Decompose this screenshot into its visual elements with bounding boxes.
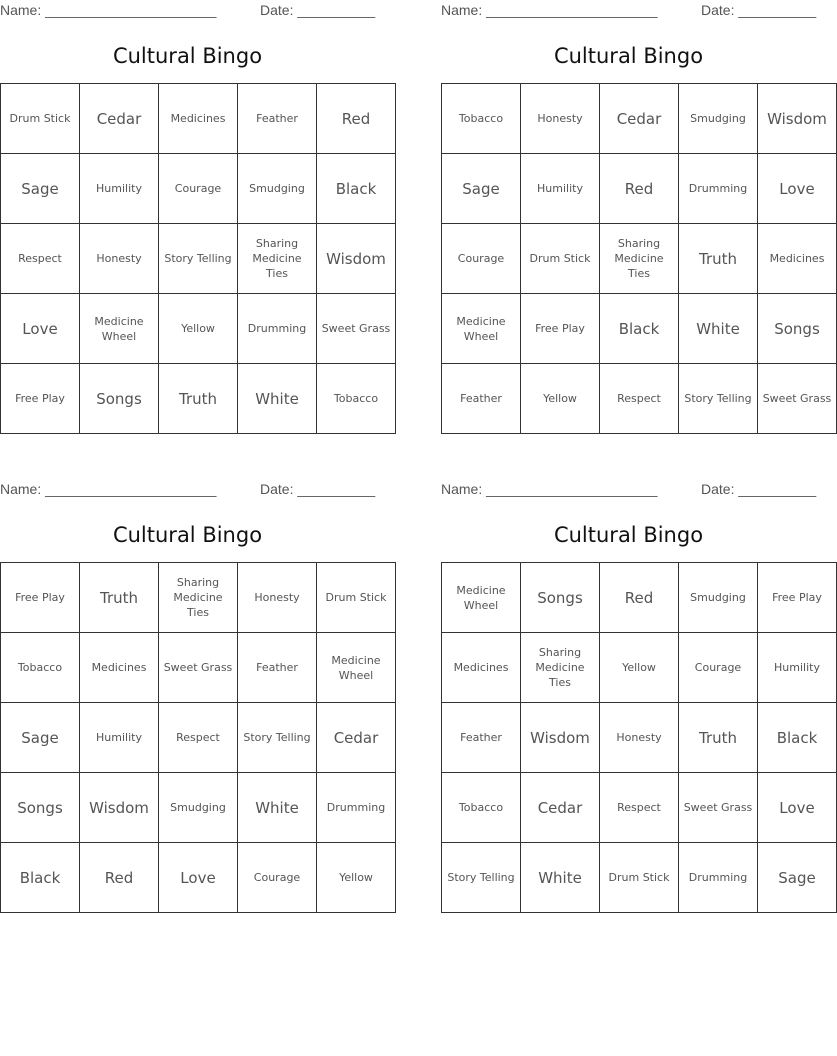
bingo-cell: Free Play (758, 563, 837, 633)
bingo-cell: Respect (600, 364, 679, 434)
bingo-cell: Story Telling (679, 364, 758, 434)
bingo-cell: Respect (1, 224, 80, 294)
bingo-cell: Medicine Wheel (442, 563, 521, 633)
bingo-cell: Drumming (679, 843, 758, 913)
bingo-row (1, 703, 396, 773)
bingo-cell: Tobacco (1, 633, 80, 703)
bingo-cell: Love (758, 773, 837, 843)
bingo-cell: Humility (521, 154, 600, 224)
bingo-cell: Medicines (159, 84, 238, 154)
bingo-cell: Sweet Grass (758, 364, 837, 434)
bingo-cell: Drum Stick (521, 224, 600, 294)
bingo-cell: Courage (679, 633, 758, 703)
name-date-row (441, 479, 816, 501)
name-label: Name: ______________________ (0, 481, 217, 497)
date-label: Date: __________ (260, 2, 376, 18)
bingo-cell: Cedar (600, 84, 679, 154)
bingo-cell: Songs (758, 294, 837, 364)
bingo-card (441, 479, 822, 887)
bingo-cell: Smudging (679, 84, 758, 154)
bingo-row (442, 154, 837, 224)
bingo-cell: Sweet Grass (679, 773, 758, 843)
bingo-cell: Truth (679, 224, 758, 294)
bingo-card (0, 0, 391, 408)
bingo-row (1, 563, 396, 633)
bingo-cell: Respect (600, 773, 679, 843)
bingo-cell: Humility (80, 703, 159, 773)
bingo-cell: Medicines (758, 224, 837, 294)
bingo-cell: Story Telling (159, 224, 238, 294)
bingo-cell: Smudging (238, 154, 317, 224)
bingo-card (441, 0, 832, 405)
bingo-row (442, 843, 837, 913)
bingo-row (442, 703, 837, 773)
bingo-cell: Red (80, 843, 159, 913)
bingo-cell: Sharing Medicine Ties (521, 633, 600, 703)
bingo-grid (0, 562, 396, 913)
bingo-cell: Feather (238, 633, 317, 703)
bingo-cell: Yellow (521, 364, 600, 434)
bingo-cell: Sage (1, 703, 80, 773)
bingo-cell: Story Telling (238, 703, 317, 773)
bingo-cell: Cedar (521, 773, 600, 843)
bingo-cell: Songs (521, 563, 600, 633)
bingo-cell: Courage (442, 224, 521, 294)
bingo-cell: Free Play (1, 563, 80, 633)
name-label: Name: ______________________ (0, 2, 217, 18)
bingo-cell: Truth (679, 703, 758, 773)
card-title: Cultural Bingo (112, 44, 263, 68)
bingo-cell: Feather (442, 364, 521, 434)
bingo-cell: Story Telling (442, 843, 521, 913)
bingo-cell: Tobacco (442, 84, 521, 154)
name-date-row (0, 0, 375, 22)
name-label: Name: ______________________ (441, 2, 658, 18)
bingo-row (1, 154, 396, 224)
bingo-cell: Free Play (1, 364, 80, 434)
bingo-row (442, 563, 837, 633)
bingo-cell: White (238, 773, 317, 843)
bingo-cell: Respect (159, 703, 238, 773)
bingo-cell: Songs (80, 364, 159, 434)
bingo-cell: Smudging (159, 773, 238, 843)
bingo-row (442, 633, 837, 703)
bingo-cell: Wisdom (521, 703, 600, 773)
bingo-cell: Humility (758, 633, 837, 703)
bingo-cell: Love (758, 154, 837, 224)
bingo-row (442, 773, 837, 843)
date-label: Date: __________ (701, 481, 817, 497)
bingo-cell: Tobacco (317, 364, 396, 434)
bingo-cell: Drum Stick (1, 84, 80, 154)
bingo-row (1, 843, 396, 913)
bingo-card (0, 479, 387, 887)
date-label: Date: __________ (260, 481, 376, 497)
bingo-cell: Black (758, 703, 837, 773)
bingo-cell: Love (1, 294, 80, 364)
bingo-cell: Red (317, 84, 396, 154)
bingo-grid (441, 562, 837, 913)
bingo-cell: Drumming (238, 294, 317, 364)
bingo-cell: Medicine Wheel (80, 294, 159, 364)
name-date-row (0, 479, 375, 501)
bingo-cell: Yellow (317, 843, 396, 913)
bingo-cell: Yellow (600, 633, 679, 703)
bingo-cell: Honesty (521, 84, 600, 154)
bingo-cell: Black (600, 294, 679, 364)
bingo-cell: Sage (442, 154, 521, 224)
bingo-row (1, 294, 396, 364)
bingo-cell: White (521, 843, 600, 913)
bingo-cell: Medicines (80, 633, 159, 703)
bingo-grid (0, 83, 396, 434)
bingo-cell: Drum Stick (600, 843, 679, 913)
bingo-cell: Smudging (679, 563, 758, 633)
bingo-cell: Courage (238, 843, 317, 913)
bingo-cell: Wisdom (80, 773, 159, 843)
bingo-cell: Medicines (442, 633, 521, 703)
bingo-cell: Sharing Medicine Ties (238, 224, 317, 294)
date-label: Date: __________ (701, 2, 817, 18)
bingo-cell: Feather (238, 84, 317, 154)
bingo-row (442, 84, 837, 154)
card-title: Cultural Bingo (553, 523, 704, 547)
bingo-cell: Drumming (679, 154, 758, 224)
bingo-cell: Truth (159, 364, 238, 434)
bingo-cell: Love (159, 843, 238, 913)
bingo-cell: Feather (442, 703, 521, 773)
bingo-cell: Black (317, 154, 396, 224)
bingo-cell: Free Play (521, 294, 600, 364)
bingo-row (1, 364, 396, 434)
bingo-cell: White (238, 364, 317, 434)
bingo-cell: Black (1, 843, 80, 913)
bingo-cell: Honesty (238, 563, 317, 633)
name-date-row (441, 0, 816, 22)
bingo-row (442, 364, 837, 434)
bingo-cell: Honesty (80, 224, 159, 294)
bingo-cell: Sharing Medicine Ties (159, 563, 238, 633)
bingo-cell: Cedar (317, 703, 396, 773)
bingo-cell: Cedar (80, 84, 159, 154)
bingo-cell: Sage (1, 154, 80, 224)
bingo-row (442, 224, 837, 294)
bingo-cell: Yellow (159, 294, 238, 364)
bingo-cell: Honesty (600, 703, 679, 773)
bingo-cell: Medicine Wheel (442, 294, 521, 364)
bingo-row (1, 633, 396, 703)
bingo-cell: Drum Stick (317, 563, 396, 633)
bingo-grid (441, 83, 837, 434)
bingo-cell: Sweet Grass (317, 294, 396, 364)
card-title: Cultural Bingo (553, 44, 704, 68)
card-title: Cultural Bingo (112, 523, 263, 547)
bingo-cell: Truth (80, 563, 159, 633)
bingo-cell: Sweet Grass (159, 633, 238, 703)
bingo-row (1, 84, 396, 154)
bingo-cell: Songs (1, 773, 80, 843)
bingo-cell: Medicine Wheel (317, 633, 396, 703)
bingo-cell: Wisdom (758, 84, 837, 154)
name-label: Name: ______________________ (441, 481, 658, 497)
bingo-cell: Red (600, 563, 679, 633)
bingo-row (1, 224, 396, 294)
bingo-cell: White (679, 294, 758, 364)
bingo-cell: Tobacco (442, 773, 521, 843)
bingo-cell: Humility (80, 154, 159, 224)
bingo-cell: Sharing Medicine Ties (600, 224, 679, 294)
bingo-cell: Drumming (317, 773, 396, 843)
bingo-cell: Courage (159, 154, 238, 224)
bingo-cell: Wisdom (317, 224, 396, 294)
bingo-cell: Sage (758, 843, 837, 913)
bingo-cell: Red (600, 154, 679, 224)
bingo-row (1, 773, 396, 843)
bingo-row (442, 294, 837, 364)
